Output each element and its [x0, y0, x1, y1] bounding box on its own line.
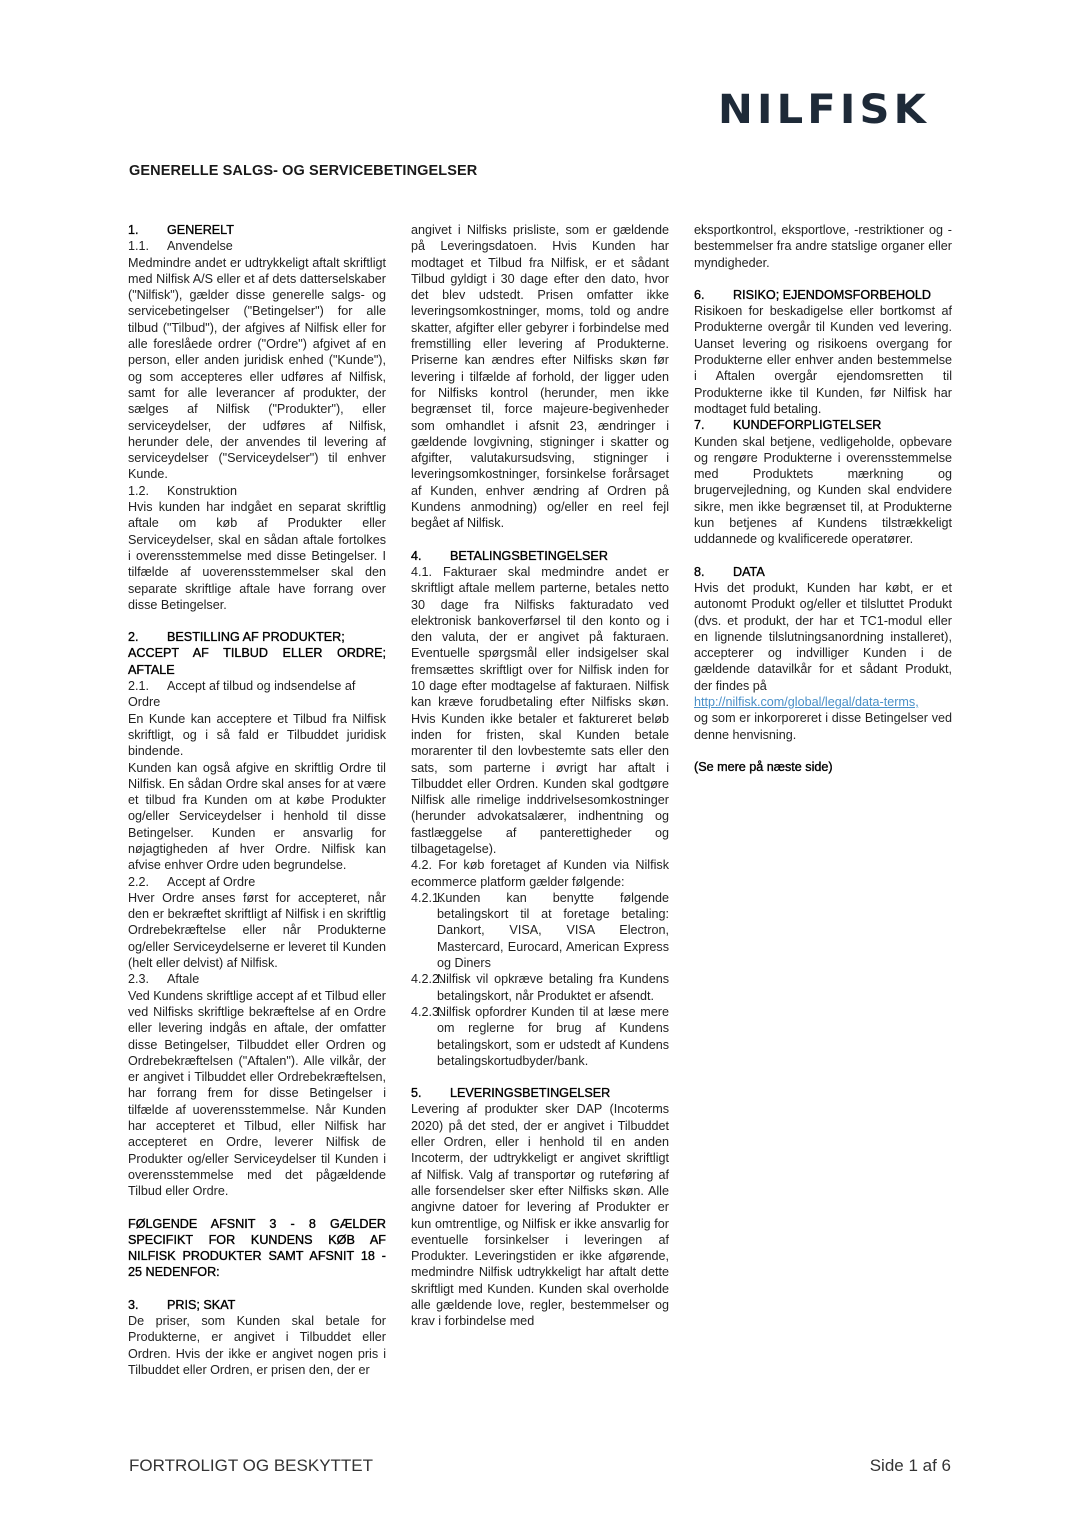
subsection-heading-2-1: 2.1. Accept af tilbud og indsendelse af Ordre [128, 679, 356, 710]
paragraph-1-1: Medmindre andet er udtrykkeligt aftalt skriftligt med Nilfisk A/S eller et af dets datterselskaber ("Nilfisk"), gælder disse generelle salgs- og servicebetingelser ("Betingelser") for alle tilbud ("Tilbud"), der afgives af Nilfisk eller for alle foreslåede ordrer ("Ordre") afgivet af en person, eller anden juridisk enhed ("Kunde"), og som accepteres eller udføres af Nilfisk, samt for alle leverancer af produkter, der sælges af Nilfisk ("Produkter"), eller serviceydelser, der udføres af Nilfisk, herunder dele, der anvendes til levering af serviceydelser ("Serviceydelser") til enhver Kunde. [128, 255, 386, 482]
paragraph-2-1a: En Kunde kan acceptere et Tilbud fra Nilfisk skriftligt, og i så fald er Tilbuddet juridisk bindende. [128, 711, 386, 759]
confidentiality-footer: FORTROLIGT OG BESKYTTET [129, 1456, 374, 1475]
section-heading-4: 4. BETALINGSBETINGELSER [411, 548, 608, 563]
paragraph-8b: og som er inkorporeret i disse Betingelser ved denne henvisning. [694, 711, 952, 742]
section-heading-2: 2. BESTILLING AF PRODUKTER; ACCEPT AF TILBUD ELLER ORDRE; AFTALE [128, 630, 386, 677]
paragraph-2-3: Ved Kundens skriftlige accept af et Tilbud eller ved Nilfisks skriftlige bekræftelse af en Ordre eller levering indgås en aftale, der omfatter disse Betingelser, Tilbuddet eller Ordren og Ordrebekræftelsen ("Aftalen"). Alle vilkår, der er angivet i Tilbuddet eller Ordrebekræftelsen, har forrang frem for disse Betingelser i tilfælde af uoverensstemmelse. Når Kunden har accepteret et Tilbud, eller Nilfisk har accepteret en Ordre, leverer Nilfisk de Produkter og/eller Serviceydelser til Kunden i overensstemmelse med det pågældende Tilbud eller Ordre. [128, 988, 386, 1199]
paragraph-8a: Hvis det produkt, Kunden har købt, er et autonomt Produkt og/eller et tilsluttet Produkt (dvs. et produkt, der har et TC1-modul eller en lignende tilslutningsanordning installeret), accepterer og indvilliger Kunden i de gældende datavilkår for et sådant Produkt, der findes på [694, 580, 952, 693]
scope-notice: FØLGENDE AFSNIT 3 - 8 GÆLDER SPECIFIKT FOR KUNDENS KØB AF NILFISK PRODUKTER SAMT AFSNIT 18 - 25 NEDENFOR: [128, 1216, 386, 1280]
paragraph-2-2: Hver Ordre anses først for accepteret, når den er bekræftet skriftligt af Nilfisk i en skriftlig Ordrebekræftelse eller når Produkterne og/eller Serviceydelserne er leveret til Kunden (helt eller delvist) af Nilfisk. [128, 890, 386, 971]
paragraph-7: Kunden skal betjene, vedligeholde, opbevare og rengøre Produkterne i overensstemmelse med Produktets mærkning og brugervejledning, og Kunden skal endvidere sikre, men ikke begrænset til, at Produkterne kun betjenes af Kundens tilstrækkeligt uddannede og kvalificerede operatører. [694, 434, 952, 547]
document-title: GENERELLE SALGS- OG SERVICEBETINGELSER [129, 163, 478, 179]
section-heading-3: 3. PRIS; SKAT [128, 1297, 236, 1312]
section-heading-8: 8. DATA [694, 564, 765, 579]
paragraph-5-continued: eksportkontrol, eksportlove, -restriktioner og -bestemmelser fra andre statslige organer eller myndigheder. [694, 223, 952, 270]
company-logo: NILFISK [718, 87, 931, 133]
paragraph-2-1b: Kunden kan også afgive en skriftlig Ordre til Nilfisk. En sådan Ordre skal anses for at være et tilbud fra Kunden om at købe Produkter og/eller Serviceydelser i henhold til disse Betingelser. Kunden er ansvarlig for nøjagtigheden af hver Ordre. Nilfisk kan afvise enhver Ordre uden begrundelse. [128, 760, 386, 873]
section-heading-6: 6. RISIKO; EJENDOMSFORBEHOLD [694, 287, 932, 302]
data-terms-link[interactable]: http://nilfisk.com/global/legal/data-terms, [694, 695, 919, 710]
paragraph-1-2: Hvis kunden har indgået en separat skriftlig aftale om køb af Produkter eller Serviceydelser, skal en sådan aftale fortolkes i overensstemmelse med disse Betingelser. I tilfælde af uoverensstemmelser skal den separate skriftlige aftale have forrang over disse Betingelser. [128, 500, 386, 612]
page-number: Side 1 af 6 [869, 1456, 951, 1475]
section-heading-7: 7. KUNDEFORPLIGTELSER [694, 418, 882, 433]
paragraph-5: Levering af produkter sker DAP (Incoterms 2020) på det sted, der er angivet i Tilbuddet eller Ordren, eller i henhold til en anden Incoterm, der udtrykkeligt er angivet skriftligt af Nilfisk. Valg af transportør og ruteføring af alle forsendelser sker efter Nilfisks skøn. Alle angivne datoer for levering af Produkter er kun omtrentlige, og Nilfisk er ikke ansvarlig for eventuelle forsinkelser i leveringen af Produkter. Leveringstiden er ikke afgørende, medmindre Nilfisk udtrykkeligt har aftalt dette skriftligt med Kunden. Kunden skal overholde alle gældende love, regler, bestemmelser og krav i forbindelse med [411, 1102, 669, 1329]
subsection-heading-2-3: 2.3. Aftale [128, 972, 200, 987]
subsection-heading-1-1: 1.1. Anvendelse [128, 239, 233, 254]
section-heading-1: 1. GENERELT [128, 223, 234, 237]
subsection-heading-1-2: 1.2. Konstruktion [128, 483, 238, 498]
list-item-4-2-3: 4.2.3. Nilfisk opfordrer Kunden til at læse mere om reglerne for brug af Kundens betalingskort, som er udstedt af Kundens betalingskortudbyder/bank. [411, 1004, 669, 1068]
paragraph-4-1: 4.1. Fakturaer skal medmindre andet er skriftligt aftale mellem parterne, betales netto 30 dage fra Nilfisks fakturadato ved elektronisk bankoverførsel til den konto og i den valuta, der er angivet på fakturaen. Eventuelle spørgsmål eller indsigelser skal fremsættes skriftligt over for Nilfisk inden for 10 dage efter modtagelse af fakturaen. Nilfisk kan kræve forudbetaling efter Nilfisks skøn. Hvis Kunden ikke betaler et faktureret beløb inden for fristen, skal Kunden betale morarenter til den lovbestemte sats eller den sats, som parterne i øvrigt har aftalt i Tilbuddet eller Ordren. Kunden skal godtgøre Nilfisk alle rimelige inddrivelsesomkostninger (herunder advokatsalærer, indhentning og fastlæggelse af panterettigheder og tilbagetagelse). [411, 564, 669, 856]
list-item-4-2-2: 4.2.2. Nilfisk vil opkræve betaling fra Kundens betalingskort, når Produktet er afsendt. [411, 972, 669, 1003]
list-item-4-2-1: 4.2.1. Kunden kan benytte følgende betalingskort til at foretage betaling: Dankort, VISA, VISA Electron, Mastercard, Eurocard, American Express og Diners [411, 890, 669, 971]
section-heading-5: 5. LEVERINGSBETINGELSER [411, 1086, 611, 1101]
paragraph-6: Risikoen for beskadigelse eller bortkomst af Produkterne overgår til Kunden ved levering. Uanset levering og risikoens overgang for Produkterne eller enhver anden bestemmelse i Aftalen overgår ejendomsretten til Produkterne ikke til Kunden, før Nilfisk har modtaget fuld betaling. [694, 304, 952, 416]
column-1 [128, 222, 386, 1378]
paragraph-4-2: 4.2. For køb foretaget af Kunden via Nilfisk ecommerce platform gælder følgende: [411, 858, 669, 889]
paragraph-3-continued: angivet i Nilfisks prisliste, som er gældende på Leveringsdatoen. Hvis Kunden har modtaget et Tilbud fra Nilfisk, er et sådant Tilbud gyldigt i 30 dage efter den dato, hvor det blev udstedt. Prisen omfatter ikke leveringsomkostninger, moms, told og andre skatter, afgifter eller gebyrer i forbindelse med fremstilling eller levering af Produkterne. Priserne kan ændres efter Nilfisks skøn før levering i tilfælde af forhold, der ligger uden for Nilfisks kontrol (herunder, men ikke begrænset til, force majeure-begivenheder som omhandlet i afsnit 23, ændringer i gældende lovgivning, stigninger i skatter og afgifter, valutakursudsving, stigninger i leveringsomkostninger, forsinkelse forårsaget af Kunden, enhver ændring af Ordren på Kundens anmodning) og/eller en reel fejl begået af Nilfisk. [411, 223, 669, 531]
see-next-page-note: (Se mere på næste side) [694, 759, 833, 774]
paragraph-3: De priser, som Kunden skal betale for Produkterne, er angivet i Tilbuddet eller Ordren. Hvis der ikke er angivet nogen pris i Tilbuddet eller Ordren, er prisen den, der er [128, 1314, 386, 1377]
column-2 [411, 222, 669, 1330]
subsection-heading-2-2: 2.2. Accept af Ordre [128, 874, 256, 889]
column-3 [694, 222, 952, 775]
